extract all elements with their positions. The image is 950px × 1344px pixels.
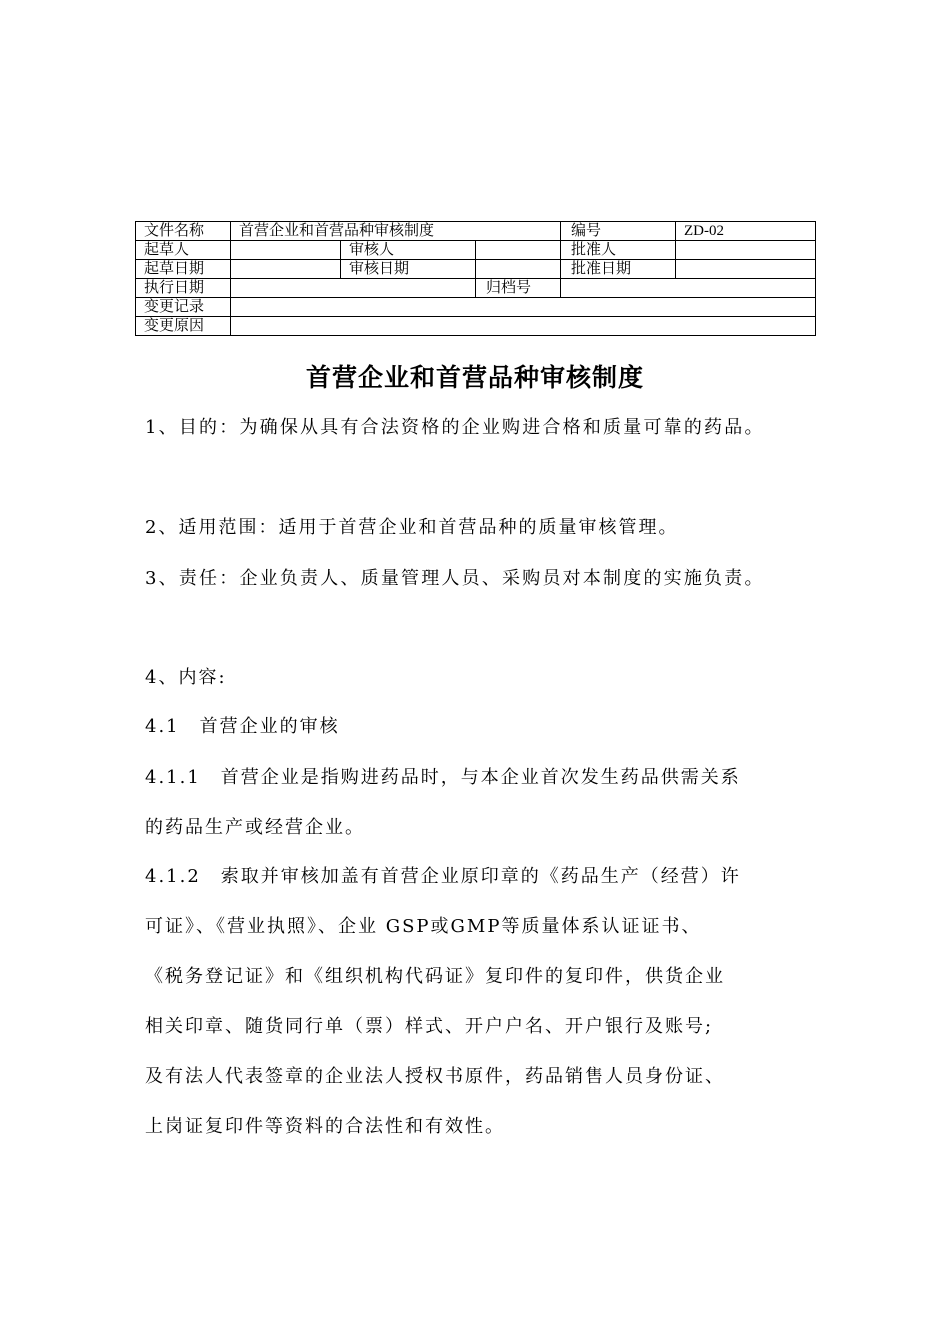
section-4-1-heading: 4.1 首营企业的审核 [145, 716, 340, 737]
table-row [136, 298, 816, 317]
change-record-value [231, 298, 816, 317]
file-name-label: 文件名称 [136, 222, 231, 241]
reviewer-label: 审核人 [341, 241, 476, 260]
paragraph-line: 上岗证复印件等资料的合法性和有效性。 [145, 1116, 505, 1137]
scope-line: 2、适用范围：适用于首营企业和首营品种的质量审核管理。 [145, 517, 679, 538]
table-row [136, 317, 816, 336]
drafter-label: 起草人 [136, 241, 231, 260]
document-control-table [135, 221, 816, 336]
approve-date-value [676, 260, 816, 279]
draft-date-value [231, 260, 341, 279]
table-row [136, 241, 816, 260]
responsibility-line: 3、责任：企业负责人、质量管理人员、采购员对本制度的实施负责。 [145, 568, 765, 589]
archive-value [561, 279, 816, 298]
paragraph-line: 《税务登记证》和《组织机构代码证》复印件的复印件，供货企业 [145, 966, 725, 987]
paragraph-line: 的药品生产或经营企业。 [145, 817, 365, 838]
content-heading: 4、内容: [145, 667, 227, 688]
file-name-value: 首营企业和首营品种审核制度 [231, 222, 561, 241]
paragraph-line: 相关印章、随货同行单（票）样式、开户户名、开户银行及账号; [145, 1016, 714, 1037]
number-value: ZD-02 [676, 222, 816, 241]
paragraph-line: 4.1.1 首营企业是指购进药品时，与本企业首次发生药品供需关系 [145, 767, 741, 788]
exec-date-label: 执行日期 [136, 279, 231, 298]
purpose-line: 1、目的：为确保从具有合法资格的企业购进合格和质量可靠的药品。 [145, 417, 765, 438]
paragraph-line: 及有法人代表签章的企业法人授权书原件，药品销售人员身份证、 [145, 1066, 725, 1087]
approver-label: 批准人 [561, 241, 676, 260]
change-reason-label: 变更原因 [136, 317, 231, 336]
review-date-label: 审核日期 [341, 260, 476, 279]
archive-label: 归档号 [476, 279, 561, 298]
review-date-value [476, 260, 561, 279]
reviewer-value [476, 241, 561, 260]
exec-date-value [231, 279, 476, 298]
paragraph-line: 4.1.2 索取并审核加盖有首营企业原印章的《药品生产（经营）许 [145, 866, 741, 887]
number-label: 编号 [561, 222, 676, 241]
approve-date-label: 批准日期 [561, 260, 676, 279]
table-row [136, 260, 816, 279]
table-row [136, 279, 816, 298]
drafter-value [231, 241, 341, 260]
table-row [136, 222, 816, 241]
change-record-label: 变更记录 [136, 298, 231, 317]
page-title: 首营企业和首营品种审核制度 [305, 363, 644, 392]
approver-value [676, 241, 816, 260]
draft-date-label: 起草日期 [136, 260, 231, 279]
paragraph-line: 可证》、《营业执照》、企业 GSP或GMP等质量体系认证证书、 [145, 916, 702, 937]
change-reason-value [231, 317, 816, 336]
